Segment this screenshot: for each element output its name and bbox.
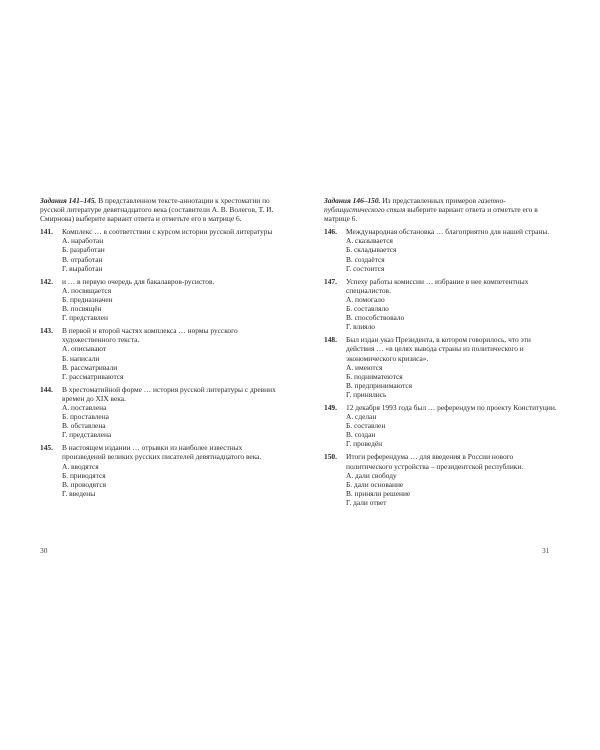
- answer-option: Г. принялись: [346, 389, 387, 399]
- answer-option: Г. представлен: [62, 313, 108, 323]
- answer-option: Г. выработан: [62, 263, 103, 273]
- question: [40, 385, 278, 440]
- question-text: В первой и второй частях комплекса … нормы русского художественного текста.: [62, 326, 238, 345]
- answer-option: В. посвящён: [62, 304, 102, 314]
- answer-option: А. помогало: [346, 294, 385, 304]
- answer-option: В. создаётся: [346, 254, 385, 264]
- answer-options: [324, 363, 560, 399]
- question-stem: [40, 385, 278, 403]
- question-stem: [40, 443, 278, 461]
- answer-options: [40, 403, 278, 439]
- answer-option: А. сказывается: [346, 236, 393, 246]
- answer-option: Б. составляло: [346, 304, 389, 314]
- question-text: Итоги референдума … для введения в России нового политического устройства – президентской республики.: [346, 452, 524, 471]
- answer-options: [40, 236, 278, 272]
- answer-options: [40, 462, 278, 498]
- answer-option: А. дали свободу: [346, 470, 397, 480]
- question-stem: [40, 277, 278, 286]
- left-instructions: [40, 196, 278, 223]
- question-stem: [324, 403, 560, 412]
- instructions-text-end: выберите вариант ответа и отметьте его в матрице 6.: [324, 205, 538, 224]
- answer-options: [324, 295, 560, 331]
- answer-option: Б. приводятся: [62, 470, 106, 480]
- question-number: 145.: [40, 443, 53, 453]
- question: [324, 403, 560, 448]
- question-number: 141.: [40, 227, 53, 237]
- question: [324, 227, 560, 272]
- question: [324, 277, 560, 332]
- question-number: 148.: [324, 335, 337, 345]
- answer-options: [324, 412, 560, 448]
- question: [40, 443, 278, 498]
- answer-option: В. создан: [346, 430, 376, 440]
- question-stem: [40, 326, 278, 344]
- question-number: 150.: [324, 452, 337, 462]
- answer-option: Б. подниматеются: [346, 371, 403, 381]
- answer-option: В. приняли решение: [346, 488, 411, 498]
- answer-option: Б. разработан: [62, 245, 105, 255]
- question-text: 12 декабря 1993 года был … референдум по проекту Конституции.: [346, 402, 557, 412]
- question: [324, 452, 560, 507]
- answer-option: В. обставлена: [62, 421, 106, 431]
- question-number: 146.: [324, 227, 337, 237]
- answer-option: В. отработан: [62, 254, 103, 264]
- left-page: [40, 196, 278, 502]
- answer-option: Г. введены: [62, 488, 96, 498]
- question-text: Международная обстановка … благоприятно для нашей страны.: [346, 227, 550, 237]
- answer-options: [40, 286, 278, 322]
- question-stem: [324, 277, 560, 295]
- question-text: В хрестоматийной форме … история русской литературы с древних времен до XIX века.: [62, 384, 276, 403]
- answer-option: В. проводятся: [62, 479, 107, 489]
- question-text: Комплекс … в соответствии с курсом истории русской литературы: [62, 227, 273, 237]
- answer-option: В. рассматривали: [62, 362, 118, 372]
- question: [324, 335, 560, 399]
- answer-options: [324, 236, 560, 272]
- answer-option: А. сделан: [346, 412, 377, 422]
- question-stem: [40, 227, 278, 236]
- question-number: 147.: [324, 276, 337, 286]
- question-stem: [324, 452, 560, 470]
- answer-option: Г. представлена: [62, 430, 112, 440]
- question-text: Был издан указ Президента, в котором говорилось, что эти действия … «в целях вывода страны из политического и экономического кризиса».: [346, 335, 531, 363]
- question-text: Успеху работы комиссии … избрание в нее компетентных специалистов.: [346, 276, 529, 295]
- answer-option: А. посвящается: [62, 285, 112, 295]
- right-instructions: [324, 196, 560, 223]
- question-number: 142.: [40, 276, 53, 286]
- question: [40, 326, 278, 381]
- answer-option: Б. складывается: [346, 245, 397, 255]
- answer-options: [324, 471, 560, 507]
- question-number: 144.: [40, 384, 53, 394]
- answer-option: Б. написали: [62, 353, 100, 363]
- answer-option: Б. дали основание: [346, 479, 404, 489]
- page-number-left: 30: [40, 546, 48, 555]
- answer-options: [40, 344, 278, 380]
- style-name: газетно-публицистического стиля: [324, 196, 506, 215]
- answer-option: А. вводятся: [62, 461, 99, 471]
- question: [40, 277, 278, 322]
- instructions-text: В представленном тексте-аннотации к хрестоматии по русской литературе девятнадцатого века (составители А. В. Волегов, Т. И. Смирнова) выберите вариант ответа и отметьте его в матрице 6.: [40, 196, 274, 224]
- question-number: 143.: [40, 326, 53, 336]
- question-stem: [324, 335, 560, 362]
- answer-option: Б. составлен: [346, 421, 386, 431]
- right-question-list: [324, 227, 560, 507]
- question-number: 149.: [324, 402, 337, 412]
- answer-option: А. имеются: [346, 362, 383, 372]
- answer-option: Б. предназначен: [62, 294, 113, 304]
- question-text: В настоящем издании … отрывки из наиболее известных произведений великих русских писателей девятнадцатого века.: [62, 443, 262, 462]
- answer-option: Г. дали ответ: [346, 497, 387, 507]
- answer-option: Г. влияло: [346, 322, 375, 332]
- question: [40, 227, 278, 272]
- question-text: и … в первую очередь для бакалавров-русистов.: [62, 276, 215, 286]
- answer-option: А. поставлена: [62, 402, 107, 412]
- answer-option: Г. рассматриваются: [62, 371, 124, 381]
- answer-option: В. предпринимаются: [346, 380, 413, 390]
- answer-option: Г. состоится: [346, 263, 385, 273]
- left-question-list: [40, 227, 278, 498]
- answer-option: Б. проставлена: [62, 412, 109, 422]
- answer-option: А. наработан: [62, 236, 104, 246]
- instructions-text-start: Из представленных примеров: [382, 196, 477, 205]
- question-stem: [324, 227, 560, 236]
- right-page: [324, 196, 560, 511]
- tasks-label: Задания 146–150.: [324, 196, 381, 205]
- page-number-right: 31: [542, 546, 550, 555]
- tasks-label: Задания 141–145.: [40, 196, 97, 205]
- answer-option: В. способствовало: [346, 313, 405, 323]
- answer-option: А. описывают: [62, 344, 107, 354]
- answer-option: Г. проведён: [346, 439, 383, 449]
